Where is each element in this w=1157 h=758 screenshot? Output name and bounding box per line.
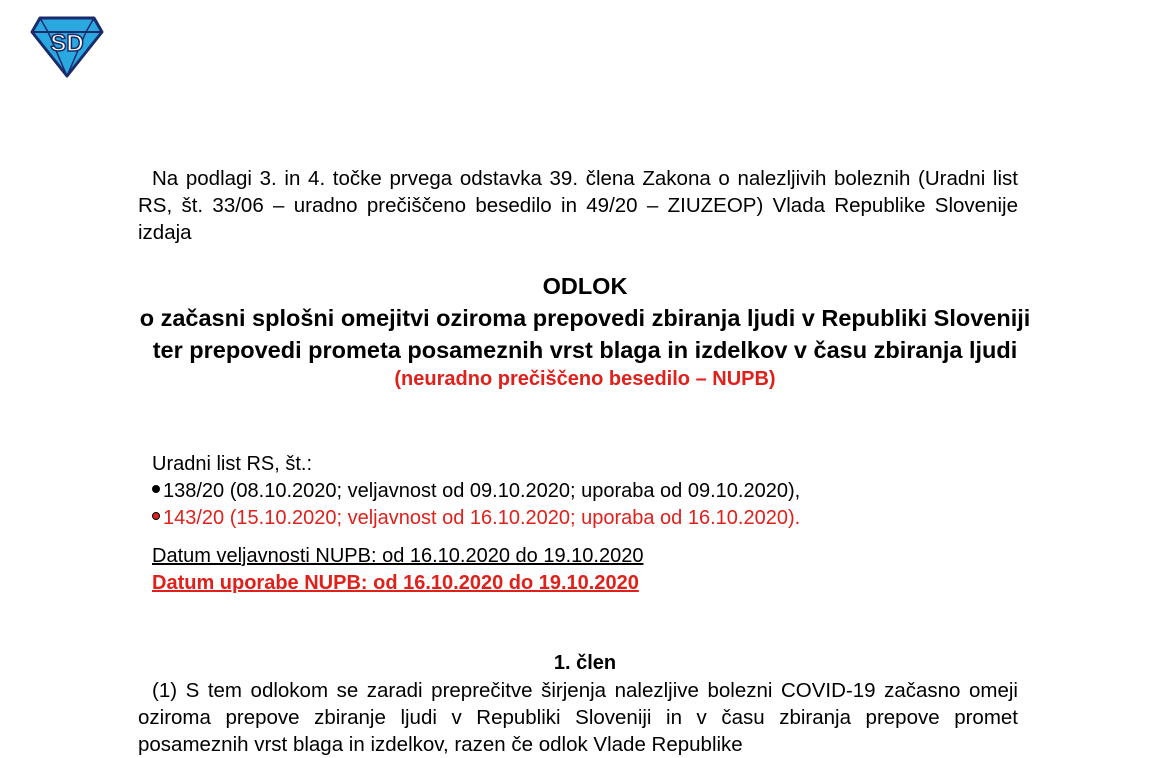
- gazette-entry-text: 143/20 (15.10.2020; veljavnost od 16.10.2020; uporaba od 16.10.2020).: [163, 507, 801, 529]
- document-title-block: [100, 270, 1070, 392]
- gazette-label: Uradni list RS, št.:: [152, 453, 313, 475]
- intro-paragraph: Na podlagi 3. in 4. točke prvega odstavka 39. člena Zakona o nalezljivih boleznih (Uradni list RS, št. 33/06 – uradno prečiščeno besedilo in 49/20 – ZIUZEOP) Vlada Republike Slovenije izdaja: [138, 167, 1018, 244]
- sd-logo: [30, 16, 104, 78]
- document-title: ODLOK: [542, 273, 628, 299]
- sd-shield-logo-icon: [30, 16, 104, 78]
- bullet-icon: [152, 485, 160, 493]
- gazette-entry-text: 138/20 (08.10.2020; veljavnost od 09.10.2020; uporaba od 09.10.2020),: [163, 480, 801, 502]
- application-date: Datum uporabe NUPB: od 16.10.2020 do 19.10.2020: [152, 572, 639, 594]
- document-subtitle: o začasni splošni omejitvi oziroma prepovedi zbiranja ljudi v Republiki Sloveniji ter prepovedi prometa posameznih vrst blaga in izdelkov v času zbiranja ljudi: [139, 305, 1031, 363]
- nupb-label: (neuradno prečiščeno besedilo – NUPB): [394, 368, 776, 390]
- validity-date: Datum veljavnosti NUPB: od 16.10.2020 do 19.10.2020: [152, 545, 644, 567]
- logo-text: SD: [50, 30, 84, 57]
- bullet-icon: [152, 512, 160, 520]
- article-paragraph: (1) S tem odlokom se zaradi preprečitve širjenja nalezljive bolezni COVID-19 začasno omeji oziroma prepove zbiranje ljudi v Republiki Sloveniji in v času zbiranja prepove promet posameznih vrst blaga in izdelkov, razen če odlok Vlade Republike: [138, 679, 1018, 756]
- gazette-references: [152, 451, 1012, 532]
- article-heading: 1. člen: [553, 652, 617, 674]
- gazette-entry: [152, 505, 1012, 532]
- gazette-entry: [152, 478, 1012, 505]
- nupb-dates: [152, 543, 643, 597]
